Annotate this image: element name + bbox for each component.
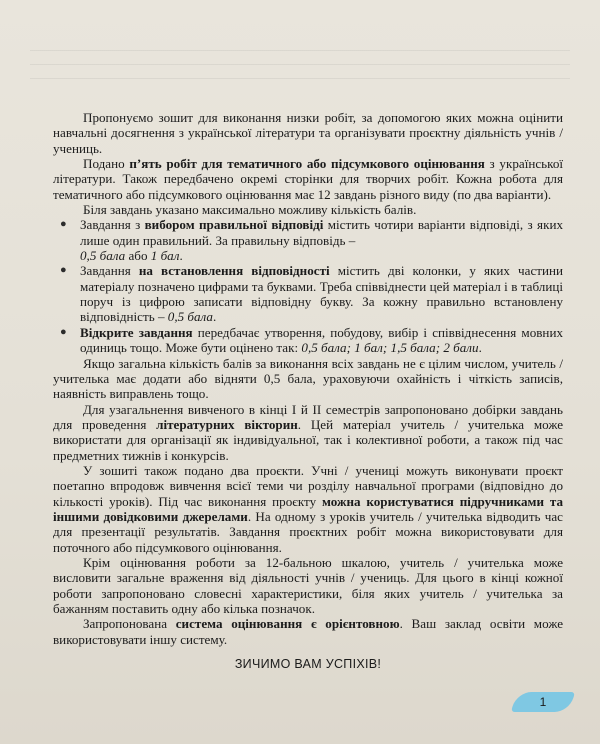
page-number-badge	[511, 692, 575, 712]
paragraph-projects: У зошиті також подано два проєкти. Учні / учениці можуть виконувати проєкт поетапно впродовж вивчення всієї теми чи розділу навчальної програми (відповідно до кількості уроків). Під час виконання проєкту можна користуватися підручниками та іншими довідковими джерелами. На одному з уроків учитель / учителька відводить час для презентації результатів. Завдання проєктних робіт можна використовувати для поточного або підсумкового оцінювання.	[53, 462, 563, 555]
list-item: ● Завдання з вибором правильної відповіді містить чотири варіанти відповіді, з яких лише один правильний. За правильну відповідь – 0,5 бала або 1 бал.	[60, 217, 563, 264]
paragraph-system: Запропонована система оцінювання є орієнтовною. Ваш заклад освіти може використовувати іншу систему.	[53, 616, 564, 647]
bullet-icon: ●	[60, 264, 67, 277]
intro-text	[53, 110, 563, 672]
paragraph-verbal-assessment: Крім оцінювання роботи за 12-бальною шкалою, учитель / учителька може висловити загальне враження від діяльності учнів / учениць. Для цього в кінці кожної роботи запропоновано словесні характеристики, біля яких учитель / учителька за бажанням поставить одну або кілька позначок.	[53, 554, 563, 616]
bullet-icon: ●	[60, 325, 67, 338]
list-item: ● Відкрите завдання передбачає утворення, побудову, вибір і співвіднесення мовних одиниць тощо. Може бути оцінено так: 0,5 бала; 1 бал; 1,5 бала; 2 бали.	[60, 324, 563, 356]
bold-phrase: п’ять робіт для тематичного або підсумкового оцінювання	[129, 156, 485, 172]
paragraph-quizzes: Для узагальнення вивченого в кінці І й ІІ семестрів запропоновано добірки завдань для проведення літературних вікторин. Цей матеріал учитель / учителька може використати для організації як індивідуальної, так і колективної роботи, а також під час предметних тижнів і конкурсів.	[53, 401, 564, 463]
closing-wish: ЗИЧИМО ВАМ УСПІХІВ!	[234, 657, 382, 672]
paragraph-rounding: Якщо загальна кількість балів за виконання всіх завдань не є цілим числом, учитель / учителька має додати або відняти 0,5 бала, ураховуючи охайність і чіткість записів, наявність виправлень тощо.	[53, 355, 563, 402]
bleed-through-text	[30, 40, 570, 90]
task-types-list	[53, 217, 563, 355]
paragraph-points: Біля завдань указано максимально можливу кількість балів.	[83, 202, 417, 218]
paragraph-works: Подано п’ять робіт для тематичного або підсумкового оцінювання з української літератури. Також передбачено окремі сторінки для творчих робіт. Кожна робота для тематичного або підсумкового оцінювання має 12 завдань різного виду (по два варіанти).	[53, 156, 564, 202]
bullet-icon: ●	[60, 218, 67, 231]
list-item: ● Завдання на встановлення відповідності містить дві колонки, у яких частини матеріалу позначено цифрами та буквами. Треба співвіднести цей матеріал і в таблиці поруч із цифрою записати відповідну букву. За кожну правильно встановлену відповідність – 0,5 бала.	[60, 263, 563, 325]
page-number: 1	[539, 695, 547, 709]
paragraph-intro: Пропонуємо зошит для виконання низки робіт, за допомогою яких можна оцінити навчальні досягнення з української літератури та організувати проєктну діяльність учнів / учениць.	[53, 110, 563, 156]
